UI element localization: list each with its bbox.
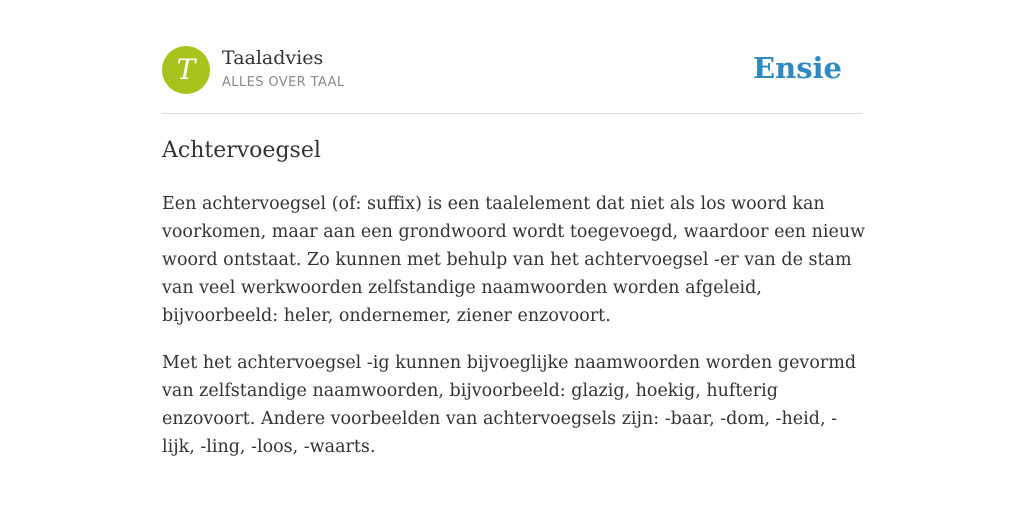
header-divider bbox=[162, 113, 862, 114]
site-logo[interactable]: T bbox=[162, 46, 210, 94]
article-title: Achtervoegsel bbox=[162, 138, 321, 163]
article-paragraph: Een achtervoegsel (of: suffix) is een taalelement dat niet als los woord kan voorkomen, maar aan een grondwoord wordt toegevoegd, waardoor een nieuw woord ontstaat. Zo kunnen met behulp van het achtervoegsel -er van de stam van veel werkwoorden zelfstandige naamwoorden worden afgeleid, bijvoorbeeld: heler, ondernemer, ziener enzovoort. bbox=[162, 194, 866, 326]
brand-logo[interactable]: Ensie bbox=[753, 51, 842, 85]
article-paragraph: Met het achtervoegsel -ig kunnen bijvoeglijke naamwoorden worden gevormd van zelfstandige naamwoorden, bijvoorbeeld: glazig, hoekig, hufterig enzovoort. Andere voorbeelden van achtervoegsels zijn: -baar, -dom, -heid, -lijk, -ling, -loos, -waarts. bbox=[162, 353, 857, 457]
site-title[interactable]: Taaladvies bbox=[222, 47, 324, 69]
content-card bbox=[162, 0, 866, 512]
header bbox=[162, 46, 862, 96]
site-subtitle: ALLES OVER TAAL bbox=[222, 75, 345, 90]
